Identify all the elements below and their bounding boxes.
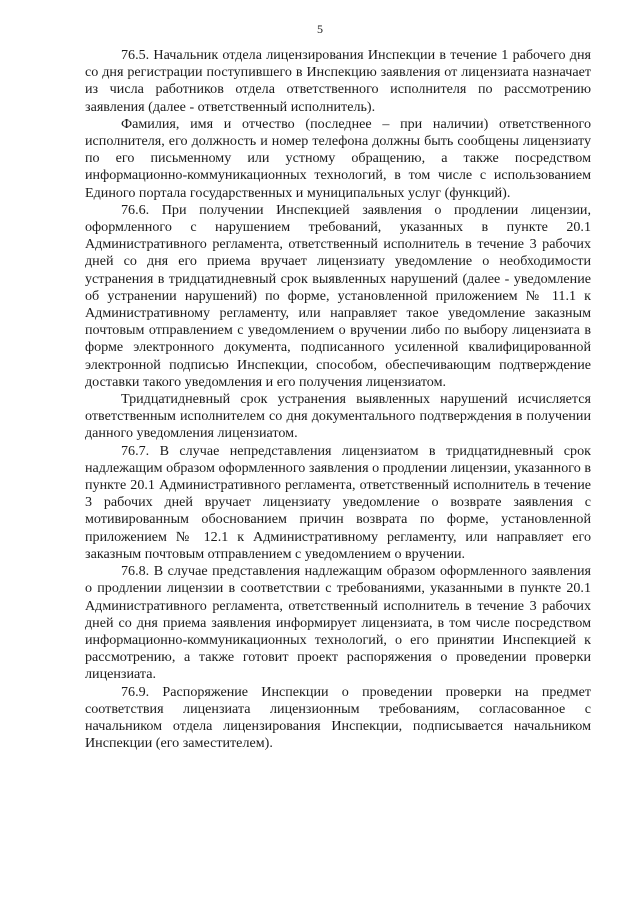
- page-number: 5: [317, 22, 323, 36]
- paragraph-76-9: 76.9. Распоряжение Инспекции о проведении проверки на предмет соответствия лицензиата лицензионным требованиям, согласованное с начальником отдела лицензирования Инспекции, подписывается начальником Инспекции (его заместителем).: [85, 683, 591, 752]
- document-body: [85, 47, 591, 752]
- paragraph-76-8: 76.8. В случае представления надлежащим образом оформленного заявления о продлении лицензии в соответствии с требованиями, указанными в пункте 20.1 Административного регламента, ответственный исполнитель в течение 3 рабочих дней со дня приема заявления информирует лицензиата, в том числе посредством информационно-коммуникационных технологий, о его принятии Инспекцией к рассмотрению, а также готовит проект распоряжения о проведении проверки лицензиата.: [85, 563, 591, 683]
- paragraph-76-5: 76.5. Начальник отдела лицензирования Инспекции в течение 1 рабочего дня со дня регистрации поступившего в Инспекцию заявления от лицензиата назначает из числа работников отдела ответственного исполнителя по рассмотрению заявления (далее - ответственный исполнитель).: [85, 47, 591, 115]
- paragraph-76-6: 76.6. При получении Инспекцией заявления о продлении лицензии, оформленного с нарушением требований, указанных в пункте 20.1 Административного регламента, ответственный исполнитель в течение 3 рабочих дней со дня его приема вручает лицензиату уведомление о необходимости устранения в тридцатидневный срок выявленных нарушений (далее - уведомление об устранении нарушений) по форме, установленной приложением № 11.1 к Административному регламенту, или направляет такое уведомление заказным почтовым отправлением с уведомлением о вручении либо по выбору лицензиата в форме электронного документа, подписанного усиленной квалифицированной электронной подписью Инспекции, способом, обеспечивающим подтверждение доставки такого уведомления и его получения лицензиатом.: [85, 201, 591, 390]
- paragraph-responsible-person-info: Фамилия, имя и отчество (последнее – при наличии) ответственного исполнителя, его должность и номер телефона должны быть сообщены лицензиату по его письменному или устному обращению, а также посредством информационно-коммуникационных технологий, в том числе с использованием Единого портала государственных и муниципальных услуг (функций).: [85, 115, 591, 201]
- paragraph-76-7: 76.7. В случае непредставления лицензиатом в тридцатидневный срок надлежащим образом оформленного заявления о продлении лицензии, указанного в пункте 20.1 Административного регламента, ответственный исполнитель в течение 3 рабочих дней вручает лицензиату уведомление о возврате заявления с мотивированным обоснованием причин возврата по форме, установленной приложением № 12.1 к Административному регламенту, или направляет его заказным почтовым отправлением с уведомлением о вручении.: [85, 442, 591, 562]
- paragraph-thirty-day-term: Тридцатидневный срок устранения выявленных нарушений исчисляется ответственным исполнителем со дня документального подтверждения в получении данного уведомления лицензиатом.: [85, 391, 591, 442]
